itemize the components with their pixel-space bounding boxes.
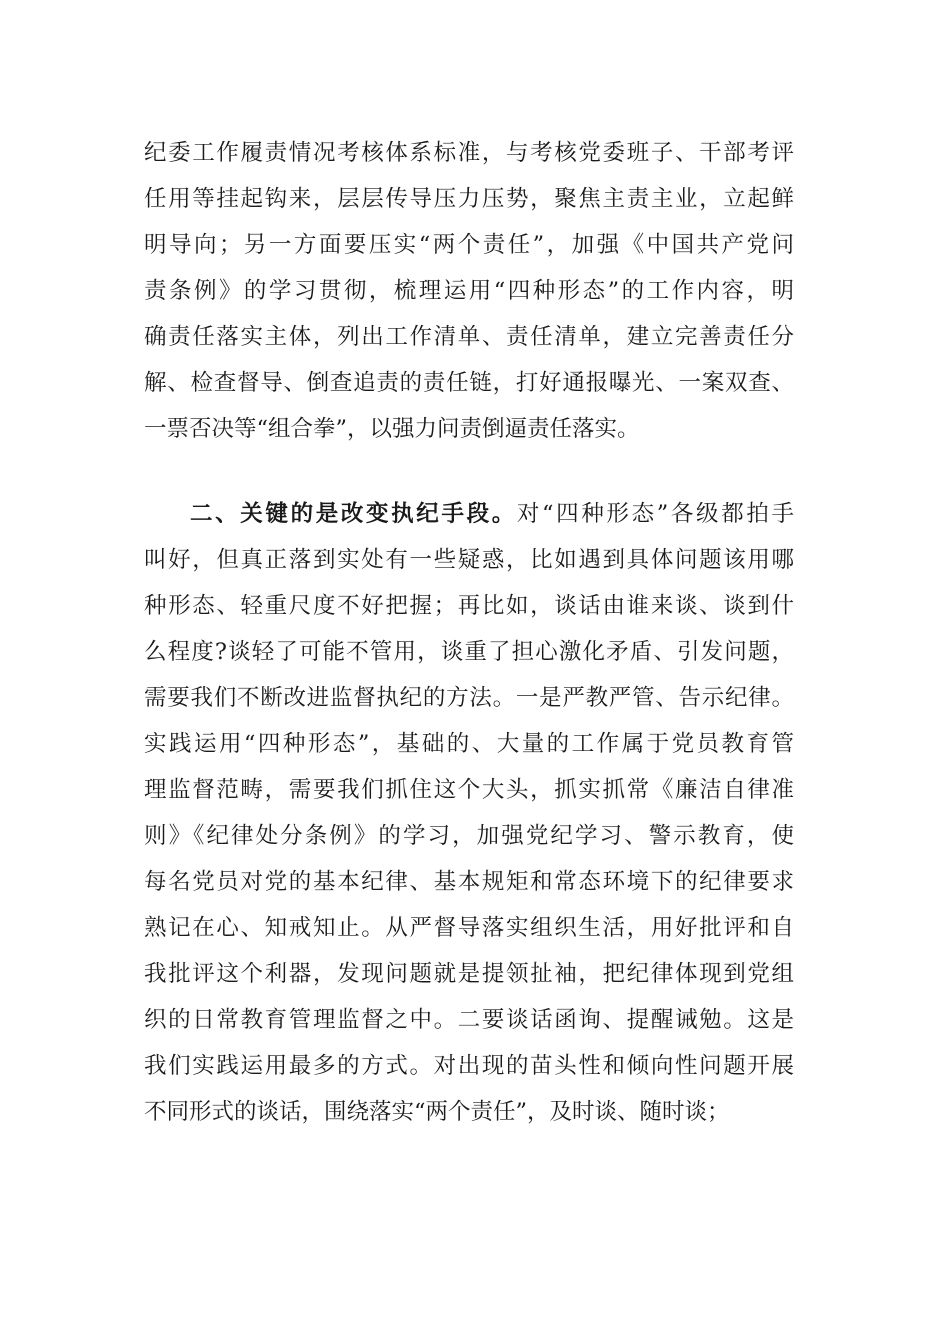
text-line: 种形态、轻重尺度不好把握；再比如，谈话由谁来谈、谈到什 bbox=[144, 593, 794, 619]
text-line: 则》《纪律处分条例》的学习，加强党纪学习、警示教育，使 bbox=[144, 823, 794, 849]
paragraph-first-line bbox=[144, 491, 794, 537]
text-line: 我批评这个利器，发现问题就是提领扯袖，把纪律体现到党组 bbox=[144, 961, 794, 987]
section-heading: 二、关键的是改变执纪手段。 bbox=[190, 501, 517, 527]
text-line: 熟记在心、知戒知止。从严督导落实组织生活，用好批评和自 bbox=[144, 915, 794, 941]
text-line: 叫好，但真正落到实处有一些疑惑，比如遇到具体问题该用哪 bbox=[144, 547, 794, 573]
text-line: 不同形式的谈话，围绕落实“两个责任”，及时谈、随时谈； bbox=[144, 1099, 730, 1125]
text-line: 责条例》的学习贯彻，梳理运用“四种形态”的工作内容，明 bbox=[144, 278, 794, 304]
text-line: 我们实践运用最多的方式。对出现的苗头性和倾向性问题开展 bbox=[144, 1053, 794, 1079]
text-line: 理监督范畴，需要我们抓住这个大头，抓实抓常《廉洁自律准 bbox=[144, 777, 794, 803]
text-line: 织的日常教育管理监督之中。二要谈话函询、提醒诫勉。这是 bbox=[144, 1007, 794, 1033]
text-line: 解、检查督导、倒查追责的责任链，打好通报曝光、一案双查、 bbox=[144, 370, 794, 396]
text-line: 一票否决等“组合拳”，以强力问责倒逼责任落实。 bbox=[144, 416, 640, 442]
text-line: 任用等挂起钩来，层层传导压力压势，聚焦主责主业，立起鲜 bbox=[144, 186, 794, 212]
paragraph-1 bbox=[144, 130, 794, 452]
text-line: 每名党员对党的基本纪律、基本规矩和常态环境下的纪律要求 bbox=[144, 869, 794, 895]
text-line: 需要我们不断改进监督执纪的方法。一是严教严管、告示纪律。 bbox=[144, 685, 794, 711]
text-line: 明导向；另一方面要压实“两个责任”，加强《中国共产党问 bbox=[144, 232, 794, 258]
text-line: 确责任落实主体，列出工作清单、责任清单，建立完善责任分 bbox=[144, 324, 794, 350]
text-line: 么程度?谈轻了可能不管用，谈重了担心激化矛盾、引发问题， bbox=[144, 639, 794, 665]
text-line: 纪委工作履责情况考核体系标准，与考核党委班子、干部考评 bbox=[144, 140, 794, 166]
first-line-text: 对“四种形态”各级都拍手 bbox=[516, 501, 794, 527]
paragraph-2 bbox=[144, 491, 794, 1135]
text-line: 实践运用“四种形态”，基础的、大量的工作属于党员教育管 bbox=[144, 731, 794, 757]
